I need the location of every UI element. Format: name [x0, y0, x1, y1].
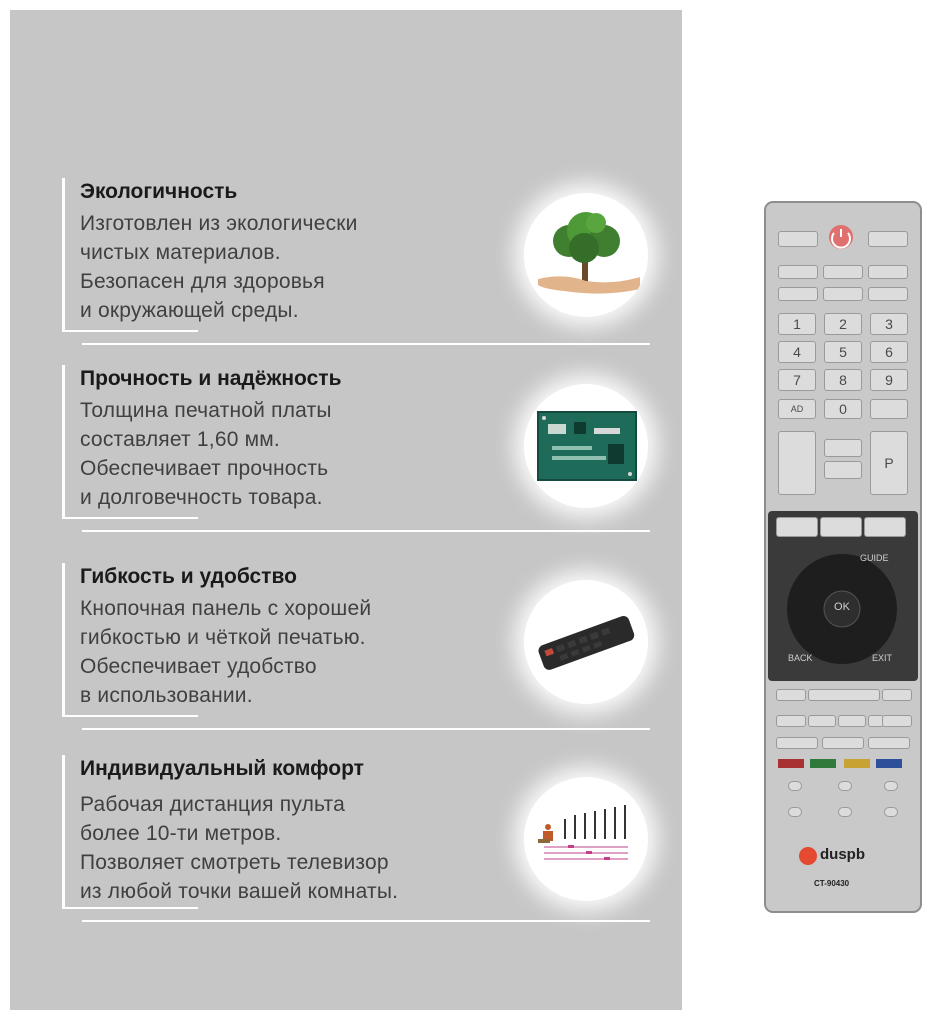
feature-title: Экологичность	[80, 180, 238, 203]
function-button[interactable]	[868, 287, 908, 301]
number-button-3[interactable]: 3	[870, 313, 908, 335]
feature-text-line: и окружающей среды.	[80, 299, 299, 322]
guide-button[interactable]: GUIDE	[860, 553, 889, 563]
return-button[interactable]	[870, 399, 908, 419]
exit-button[interactable]: EXIT	[872, 653, 893, 663]
ok-button[interactable]: OK	[834, 601, 850, 613]
feature-text-line: Обеспечивает прочность	[80, 457, 329, 480]
function-button[interactable]	[778, 265, 818, 279]
number-button-8[interactable]: 8	[824, 369, 862, 391]
feature-title: Прочность и надёжность	[80, 367, 342, 390]
volume-rocker[interactable]	[778, 431, 816, 495]
feature-text-line: Безопасен для здоровья	[80, 270, 325, 293]
function-button[interactable]	[868, 265, 908, 279]
feature-text-line: составляет 1,60 мм.	[80, 428, 280, 451]
feature-text-line: Позволяет смотреть телевизор	[80, 851, 389, 874]
small-button[interactable]	[838, 807, 852, 817]
mute-button[interactable]	[824, 439, 862, 457]
search-button[interactable]	[776, 517, 818, 537]
function-button[interactable]	[823, 265, 863, 279]
brand-logo: duspb	[820, 846, 865, 863]
circuit-board-icon	[524, 384, 648, 508]
next-button[interactable]	[882, 715, 912, 727]
play-button[interactable]	[808, 689, 880, 701]
remote-control	[764, 201, 922, 913]
pause-button[interactable]	[838, 715, 866, 727]
function-button[interactable]	[778, 287, 818, 301]
rewind-button[interactable]	[776, 689, 806, 701]
small-button[interactable]	[788, 807, 802, 817]
feature-text-line: Кнопочная панель с хорошей	[80, 597, 372, 620]
small-button[interactable]	[788, 781, 802, 791]
extra-button[interactable]	[868, 737, 910, 749]
fast-forward-button[interactable]	[882, 689, 912, 701]
feature-title: Индивидуальный комфорт	[80, 757, 364, 780]
top-left-button[interactable]	[778, 231, 818, 247]
feature-text-line: Изготовлен из экологически	[80, 212, 358, 235]
function-button[interactable]	[823, 287, 863, 301]
number-button-2[interactable]: 2	[824, 313, 862, 335]
feature-text-line: более 10-ти метров.	[80, 822, 282, 845]
number-button-6[interactable]: 6	[870, 341, 908, 363]
previous-button[interactable]	[776, 715, 806, 727]
top-right-button[interactable]	[868, 231, 908, 247]
number-button-7[interactable]: 7	[778, 369, 816, 391]
ad-button[interactable]: AD	[778, 399, 816, 419]
feature-text-line: Обеспечивает удобство	[80, 655, 317, 678]
feature-text-line: в использовании.	[80, 684, 253, 707]
small-button[interactable]	[884, 781, 898, 791]
subtitle-button[interactable]	[776, 737, 818, 749]
channel-rocker[interactable]: P	[870, 431, 908, 495]
model-label: CT-90430	[814, 879, 850, 888]
number-button-5[interactable]: 5	[824, 341, 862, 363]
number-button-0[interactable]: 0	[824, 399, 862, 419]
small-button[interactable]	[838, 781, 852, 791]
distance-diagram-icon	[524, 777, 648, 901]
remote-control-icon	[524, 580, 648, 704]
feature-title: Гибкость и удобство	[80, 565, 297, 588]
info-button[interactable]	[824, 461, 862, 479]
feature-text-line: и долговечность товара.	[80, 486, 323, 509]
stop-button[interactable]	[808, 715, 836, 727]
back-button[interactable]: BACK	[788, 653, 813, 663]
tree-in-hand-icon	[524, 193, 648, 317]
number-button-4[interactable]: 4	[778, 341, 816, 363]
feature-text-line: Рабочая дистанция пульта	[80, 793, 345, 816]
number-button-1[interactable]: 1	[778, 313, 816, 335]
feature-panel	[10, 10, 682, 1010]
small-button[interactable]	[884, 807, 898, 817]
home-button[interactable]	[820, 517, 862, 537]
feature-text-line: из любой точки вашей комнаты.	[80, 880, 399, 903]
text-button[interactable]	[822, 737, 864, 749]
apps-button[interactable]	[864, 517, 906, 537]
feature-text-line: Толщина печатной платы	[80, 399, 332, 422]
feature-text-line: гибкостью и чёткой печатью.	[80, 626, 366, 649]
number-button-9[interactable]: 9	[870, 369, 908, 391]
feature-text-line: чистых материалов.	[80, 241, 281, 264]
